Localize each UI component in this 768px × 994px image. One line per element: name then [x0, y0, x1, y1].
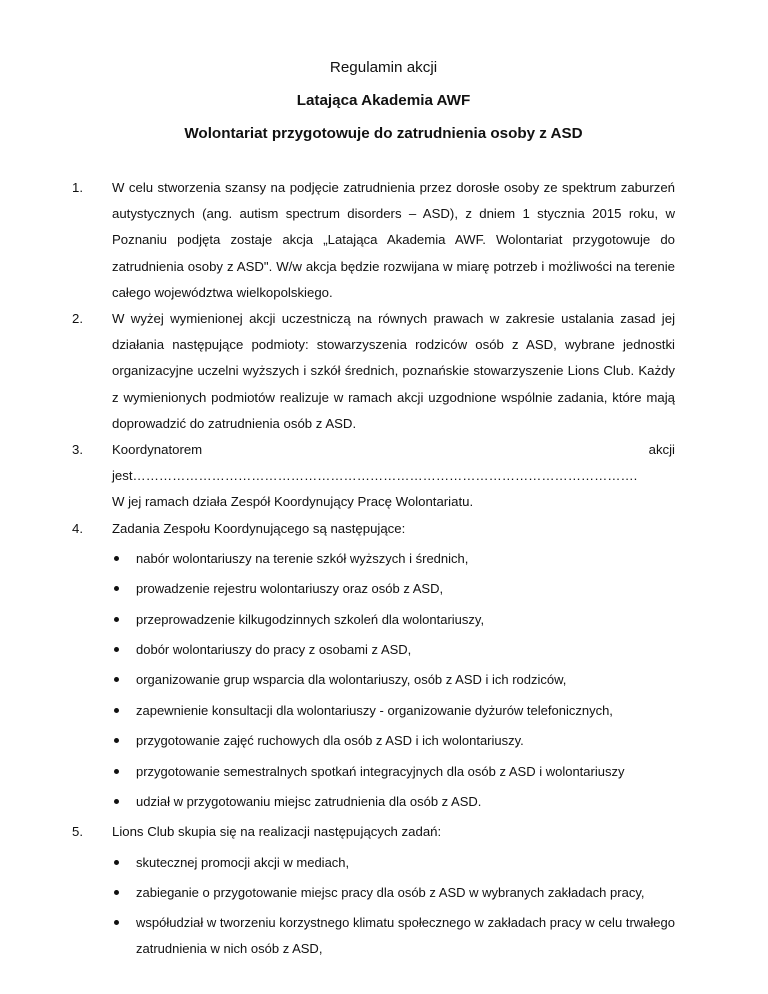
bullet-item: [112, 759, 675, 785]
section-text: W celu stworzenia szansy na podjęcie zatrudnienia przez dorosłe osoby ze spektrum zaburzeń autystycznych (ang. autism spectrum disorders – ASD), z dniem 1 stycznia 2015 roku, w Poznaniu podjęta zostaje akcja „Latająca Akademia AWF. Wolontariat przygotowuje do zatrudnienia osoby z ASD". W/w akcja będzie rozwijana w miarę potrzeb i możliwości na terenie całego województwa wielkopolskiego.: [112, 180, 675, 300]
section-3: [72, 437, 675, 516]
bullet-icon: [114, 677, 119, 682]
bullet-text: skutecznej promocji akcji w mediach,: [136, 854, 350, 870]
bullet-text: zapewnienie konsultacji dla wolontariuszy - organizowanie dyżurów telefonicznych,: [136, 702, 613, 718]
bullet-icon: [114, 769, 119, 774]
section-text: W wyżej wymienionej akcji uczestniczą na równych prawach w zakresie ustalania zasad jej działania następujące podmioty: stowarzyszenia rodziców osób z ASD, wybrane jednostki organizacyjne uczelni wyższych i szkół średnich, poznańskie stowarzyszenie Lions Club. Każdy z wymienionych podmiotów realizuje w ramach akcji uzgodnione wspólnie zadania, które mają doprowadzić do zatrudnienia osób z ASD.: [112, 311, 675, 431]
bullet-text: udział w przygotowaniu miejsc zatrudnienia dla osób z ASD.: [136, 793, 482, 809]
bullet-item: [112, 576, 675, 602]
bullet-text: przygotowanie semestralnych spotkań integracyjnych dla osób z ASD i wolontariuszy: [136, 763, 625, 779]
bullet-icon: [114, 799, 119, 804]
bullet-item: [112, 789, 675, 815]
bullet-text: organizowanie grup wsparcia dla wolontariuszy, osób z ASD i ich rodziców,: [136, 672, 567, 688]
section-text-coordinator: Koordynatorem akcji jest…………………………………………………………………………………………………….: [112, 442, 675, 484]
bullet-icon: [114, 586, 119, 591]
bullet-item: [112, 546, 675, 572]
bullet-item: [112, 728, 675, 754]
section-number: 5.: [72, 824, 83, 840]
bullet-item: [112, 607, 675, 633]
bullet-icon: [114, 647, 119, 652]
document-header: [92, 58, 675, 144]
bullet-item: [112, 850, 675, 876]
bullet-text: prowadzenie rejestru wolontariuszy oraz osób z ASD,: [136, 581, 444, 597]
bullet-text: przeprowadzenie kilkugodzinnych szkoleń dla wolontariuszy,: [136, 611, 485, 627]
bullet-item: [112, 880, 675, 906]
bullet-icon: [114, 738, 119, 743]
section-number: 1.: [72, 180, 83, 195]
bullet-icon: [114, 860, 119, 865]
section-number: 4.: [72, 520, 83, 536]
bullet-list: [112, 850, 675, 963]
section-number: 2.: [72, 311, 83, 327]
sections-list: [72, 175, 675, 963]
section-4: [72, 516, 675, 815]
bullet-text: zabieganie o przygotowanie miejsc pracy dla osób z ASD w wybranych zakładach pracy,: [136, 884, 645, 900]
bullet-item: [112, 910, 675, 962]
bullet-list: [112, 546, 675, 815]
section-number: 3.: [72, 442, 83, 458]
bullet-icon: [114, 556, 119, 561]
section-2: [72, 306, 675, 437]
bullet-text: dobór wolontariuszy do pracy z osobami z ASD,: [136, 642, 412, 658]
bullet-text: przygotowanie zajęć ruchowych dla osób z ASD i ich wolontariuszy.: [136, 733, 524, 749]
bullet-icon: [114, 708, 119, 713]
bullet-text: nabór wolontariuszy na terenie szkół wyższych i średnich,: [136, 550, 469, 566]
section-text: Lions Club skupia się na realizacji następujących zadań:: [112, 824, 442, 840]
section-text-team: W jej ramach działa Zespół Koordynujący Pracę Wolontariatu.: [112, 494, 474, 510]
section-5: [72, 819, 675, 962]
bullet-icon: [114, 920, 119, 925]
section-text: Zadania Zespołu Koordynującego są następujące:: [112, 520, 406, 536]
bullet-icon: [114, 890, 119, 895]
bullet-icon: [114, 617, 119, 622]
document-subtitle-program: Wolontariat przygotowuje do zatrudnienia osoby z ASD: [184, 125, 583, 142]
bullet-item: [112, 667, 675, 693]
bullet-text: współudział w tworzeniu korzystnego klimatu społecznego w zakładach pracy w celu trwałego zatrudnienia w nich osób z ASD,: [136, 915, 675, 957]
document-subtitle-action-name: Latająca Akademia AWF: [296, 92, 471, 109]
document-title: Regulamin akcji: [329, 59, 438, 76]
section-1: [72, 175, 675, 306]
bullet-item: [112, 637, 675, 663]
bullet-item: [112, 698, 675, 724]
